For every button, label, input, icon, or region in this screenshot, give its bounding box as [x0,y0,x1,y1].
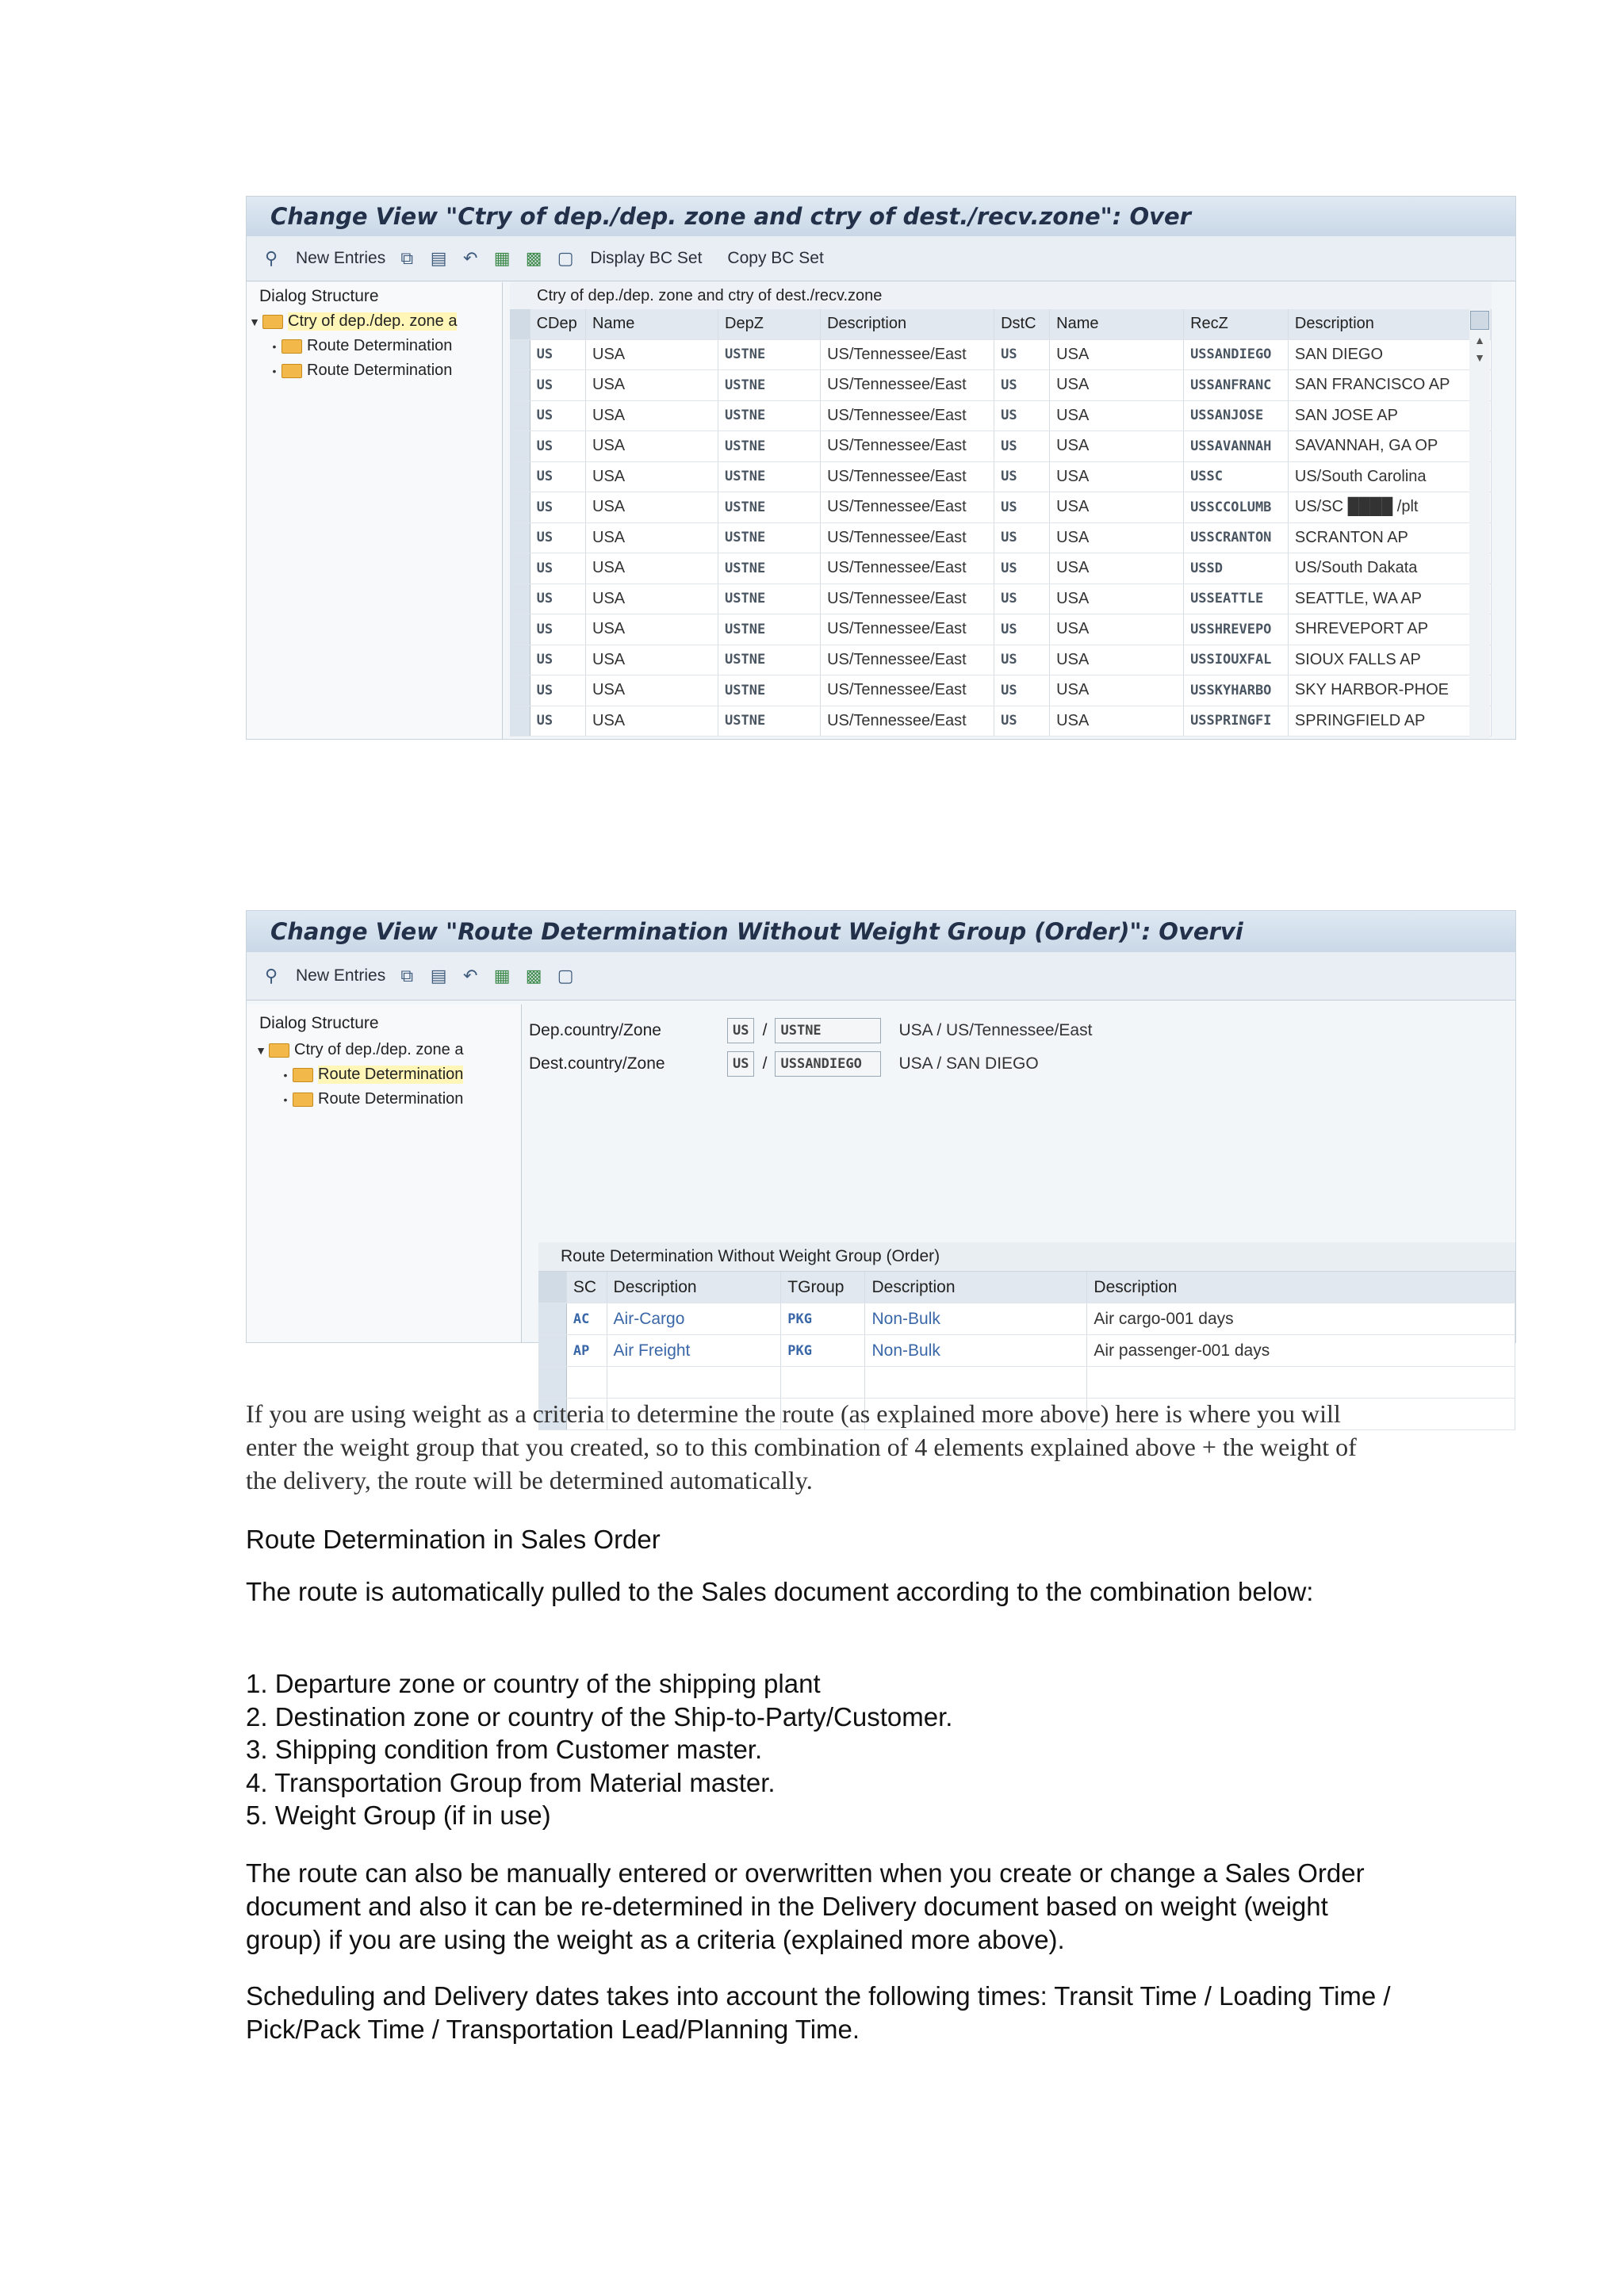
table-cell[interactable]: US/South Dakata [1288,553,1491,584]
section-heading: Route Determination in Sales Order [246,1525,661,1554]
new-entries-button[interactable]: New Entries [296,966,386,985]
table-cell[interactable]: SCRANTON AP [1288,522,1491,553]
intro-paragraph: The route is automatically pulled to the Sales document according to the combination below: [246,1577,1314,1606]
table-cell[interactable]: USTNE [718,522,821,553]
zones-table-panel [510,282,1492,739]
table-row[interactable] [510,706,1492,737]
table-cell[interactable]: US [530,706,585,737]
table-cell[interactable]: SAN DIEGO [1288,339,1491,370]
table-cell[interactable]: USA [1050,339,1184,370]
col-header[interactable]: RecZ [1184,309,1289,339]
table-caption: Ctry of dep./dep. zone and ctry of dest./recv.zone [510,282,1492,309]
table-row[interactable] [510,584,1492,614]
scheduling-paragraph: Scheduling and Delivery dates takes into account the following times: Transit Time / Loading Time / Pick/Pack Time / Transportation Lead/Planning Time. [246,1981,1391,2044]
tree-item-country-zone[interactable] [247,1038,521,1062]
table-cell[interactable]: US/Tennessee/East [821,461,994,492]
dialog-structure [247,282,503,739]
sap-window-country-zones [246,196,1516,740]
zones-table [510,309,1492,737]
table-cell[interactable]: USA [586,522,718,553]
route-description-cell[interactable]: Air cargo-001 days [1087,1303,1515,1335]
row-selector[interactable] [510,431,530,462]
table-caption: Route Determination Without Weight Group (Order) [538,1242,1515,1272]
table-cell[interactable]: US/Tennessee/East [821,431,994,462]
folder-open-icon [293,1068,313,1082]
tree-item-country-zone[interactable] [247,309,502,334]
tree-item-label: Route Determination [307,337,453,354]
bullet-icon: • [283,1093,288,1106]
tree-item-route-det-2[interactable] [247,1087,521,1112]
scroll-down-icon[interactable]: ▼ [1474,351,1485,364]
expand-triangle-icon[interactable]: ▼ [249,315,260,328]
col-header[interactable]: TGroup [781,1272,865,1303]
dialog-structure-header: Dialog Structure [259,287,379,305]
table-cell[interactable]: US [994,492,1050,523]
table-cell[interactable]: USTNE [718,553,821,584]
col-header[interactable]: Description [865,1272,1087,1303]
row-selector[interactable] [510,461,530,492]
tgroup-cell[interactable]: PKG [781,1303,865,1335]
table-cell[interactable]: SHREVEPORT AP [1288,614,1491,645]
list-item: 4. Transportation Group from Material master. [246,1767,776,1797]
table-cell[interactable]: USTNE [718,339,821,370]
table-cell[interactable]: USA [586,553,718,584]
slash-separator: / [762,1021,768,1039]
table-cell[interactable]: US/Tennessee/East [821,339,994,370]
tree-item-label: Route Determination [307,362,453,379]
folder-icon [282,339,302,354]
table-cell[interactable]: US [530,614,585,645]
dep-country-field[interactable]: US [727,1018,754,1043]
sap-window-route-determination [246,910,1516,1360]
table-cell[interactable]: USA [586,614,718,645]
table-cell[interactable]: USTNE [718,492,821,523]
table-cell[interactable]: US [530,370,585,401]
row-selector[interactable] [510,339,530,370]
new-entries-button[interactable]: New Entries [296,249,386,267]
table-cell[interactable]: USA [586,431,718,462]
toolbar [247,236,1515,281]
dep-label: Dep.country/Zone [529,1021,661,1039]
folder-icon [282,364,302,378]
table-cell[interactable]: USSHREVEPO [1184,614,1289,645]
table-cell[interactable]: SAVANNAH, GA OP [1288,431,1491,462]
sc-description-cell[interactable]: Air Freight [607,1335,781,1367]
scroll-up-icon[interactable]: ▲ [1474,334,1485,346]
dest-country-field[interactable]: US [727,1051,754,1077]
tgroup-description-cell[interactable]: Non-Bulk [865,1335,1087,1367]
col-header[interactable]: Name [1050,309,1184,339]
table-cell[interactable]: SAN FRANCISCO AP [1288,370,1491,401]
table-cell[interactable]: USSCRANTON [1184,522,1289,553]
table-cell[interactable]: US [994,461,1050,492]
tgroup-description-cell[interactable]: Non-Bulk [865,1303,1087,1335]
select-all-icon[interactable]: ▦ [493,248,511,268]
table-cell[interactable]: USTNE [718,584,821,614]
table-cell[interactable]: SKY HARBOR-PHOE [1288,675,1491,706]
vertical-scrollbar[interactable] [1469,309,1490,739]
row-selector[interactable] [510,645,530,675]
row-selector[interactable] [510,400,530,431]
table-cell[interactable]: USA [586,706,718,737]
table-cell[interactable]: US/Tennessee/East [821,400,994,431]
table-cell[interactable]: USA [1050,706,1184,737]
table-cell[interactable]: US [994,400,1050,431]
table-settings-icon[interactable] [1470,311,1489,330]
bullet-icon: • [272,339,277,353]
table-row[interactable] [510,339,1492,370]
col-header[interactable]: Name [586,309,718,339]
table-cell[interactable]: USSPRINGFI [1184,706,1289,737]
select-all-cell[interactable] [510,309,530,339]
manual-route-paragraph: The route can also be manually entered or overwritten when you create or change a Sales Order document and also it can be re-determined in the Delivery document based on weight (weight group) if you are using the weight as a criteria (explained more above). [246,1858,1365,1954]
table-cell[interactable]: USSANJOSE [1184,400,1289,431]
copy-icon[interactable]: ⧉ [400,248,414,268]
table-cell[interactable]: US [530,645,585,675]
table-cell[interactable]: USA [1050,553,1184,584]
table-cell[interactable]: US [530,584,585,614]
route-description-cell[interactable]: Air passenger-001 days [1087,1335,1515,1367]
table-cell[interactable]: US [994,645,1050,675]
table-cell[interactable]: SAN JOSE AP [1288,400,1491,431]
copy-icon[interactable]: ⧉ [400,966,414,985]
table-cell[interactable]: US [530,553,585,584]
bullet-icon: • [283,1068,288,1081]
table-cell[interactable]: USSC [1184,461,1289,492]
table-cell[interactable]: USA [586,461,718,492]
col-header[interactable]: Description [1288,309,1491,339]
table-row[interactable] [510,614,1492,645]
tree-item-label: Ctry of dep./dep. zone a [288,312,458,330]
table-cell[interactable]: US [530,461,585,492]
route-table-panel [538,1242,1515,1360]
row-selector[interactable] [510,370,530,401]
table-cell[interactable]: USSEATTLE [1184,584,1289,614]
col-header[interactable]: Description [607,1272,781,1303]
table-cell[interactable]: US/Tennessee/East [821,706,994,737]
table-cell[interactable]: USA [1050,461,1184,492]
sc-cell[interactable]: AC [566,1303,607,1335]
table-row[interactable] [510,400,1492,431]
deselect-icon[interactable]: ▢ [557,248,574,268]
col-header[interactable]: SC [566,1272,607,1303]
dest-description: USA / SAN DIEGO [898,1054,1039,1073]
table-cell[interactable]: US/Tennessee/East [821,614,994,645]
table-cell[interactable]: USA [1050,645,1184,675]
table-cell[interactable]: SEATTLE, WA AP [1288,584,1491,614]
row-selector[interactable] [510,614,530,645]
glasses-icon[interactable]: ⚲ [264,248,278,268]
table-cell[interactable]: US/Tennessee/East [821,675,994,706]
table-cell[interactable]: US [994,553,1050,584]
table-cell[interactable]: US/Tennessee/East [821,370,994,401]
table-cell[interactable]: USA [586,492,718,523]
table-cell[interactable]: US [530,400,585,431]
row-selector[interactable] [538,1367,566,1399]
table-cell[interactable]: US [994,431,1050,462]
tree-item-route-det-2[interactable] [247,358,502,383]
table-cell[interactable]: US [530,431,585,462]
table-cell[interactable]: USA [586,675,718,706]
table-cell[interactable]: US/Tennessee/East [821,492,994,523]
table-cell[interactable]: USSAVANNAH [1184,431,1289,462]
table-cell[interactable]: USSIOUXFAL [1184,645,1289,675]
table-cell[interactable]: US [994,339,1050,370]
row-selector[interactable] [510,553,530,584]
row-selector[interactable] [538,1335,566,1367]
empty-table-row[interactable] [538,1367,1515,1399]
table-cell[interactable]: USTNE [718,645,821,675]
col-header[interactable]: DepZ [718,309,821,339]
dest-zone-field[interactable]: USSANDIEGO [775,1051,881,1077]
table-cell[interactable]: USTNE [718,675,821,706]
row-selector[interactable] [510,584,530,614]
tree-item-label: Route Determination [318,1090,464,1108]
table-row[interactable] [538,1335,1515,1367]
table-row[interactable] [510,431,1492,462]
col-header[interactable]: Description [1087,1272,1515,1303]
dep-zone-field[interactable]: USTNE [775,1018,881,1043]
deselect-icon[interactable]: ▢ [557,966,574,985]
row-selector[interactable] [510,675,530,706]
table-cell[interactable]: US/South Carolina [1288,461,1491,492]
zone-form [529,1014,1092,1081]
destination-row [529,1047,1092,1081]
table-cell[interactable]: USA [1050,675,1184,706]
col-header[interactable]: DstC [994,309,1050,339]
tree-item-route-det-1[interactable] [247,334,502,358]
table-cell[interactable]: US [530,522,585,553]
table-cell[interactable]: USA [586,645,718,675]
table-cell[interactable]: US/Tennessee/East [821,645,994,675]
table-cell[interactable]: US/SC ████ /plt [1288,492,1491,523]
list-item: 1. Departure zone or country of the shipping plant [246,1669,821,1698]
table-cell[interactable]: USA [1050,492,1184,523]
list-item: 3. Shipping condition from Customer master. [246,1735,763,1764]
table-cell[interactable]: USA [586,370,718,401]
table-cell[interactable]: USA [586,339,718,370]
select-all-cell[interactable] [538,1272,566,1303]
table-cell[interactable]: USA [586,584,718,614]
table-cell[interactable]: US [994,522,1050,553]
table-cell[interactable]: USSANDIEGO [1184,339,1289,370]
select-block-icon[interactable]: ▩ [525,966,542,985]
display-bc-set-button[interactable]: Display BC Set [590,249,703,267]
table-row[interactable] [538,1303,1515,1335]
select-all-icon[interactable]: ▦ [493,966,511,985]
table-row[interactable] [510,492,1492,523]
tree-item-label: Route Determination [318,1066,464,1083]
table-cell[interactable]: USTNE [718,461,821,492]
table-cell[interactable]: USSCCOLUMB [1184,492,1289,523]
sc-description-cell[interactable]: Air-Cargo [607,1303,781,1335]
table-cell[interactable]: US [994,675,1050,706]
undo-icon[interactable]: ↶ [462,966,478,985]
glasses-icon[interactable]: ⚲ [264,966,278,985]
table-row[interactable] [510,370,1492,401]
tree-item-route-det-1[interactable] [247,1062,521,1087]
row-selector[interactable] [510,522,530,553]
table-row[interactable] [510,645,1492,675]
window-title: Change View "Route Determination Without Weight Group (Order)": Overvi [247,911,1515,952]
dialog-structure-header: Dialog Structure [259,1014,379,1032]
table-cell[interactable]: USA [1050,431,1184,462]
tree-item-label: Ctry of dep./dep. zone a [294,1041,464,1058]
sc-cell[interactable]: AP [566,1335,607,1367]
table-cell[interactable]: US [530,675,585,706]
table-cell[interactable]: US [994,584,1050,614]
table-cell[interactable]: USA [1050,614,1184,645]
dest-label: Dest.country/Zone [529,1054,665,1073]
table-cell[interactable]: USA [1050,584,1184,614]
toolbar [247,952,1515,1001]
table-cell[interactable]: USA [1050,370,1184,401]
table-cell[interactable]: US [994,370,1050,401]
table-cell[interactable]: USTNE [718,400,821,431]
row-selector[interactable] [510,492,530,523]
bullet-icon: • [272,364,277,377]
copy-bc-set-button[interactable]: Copy BC Set [727,249,824,267]
departure-row [529,1014,1092,1047]
table-cell[interactable]: USSKYHARBO [1184,675,1289,706]
table-cell[interactable]: USSD [1184,553,1289,584]
table-cell[interactable]: SPRINGFIELD AP [1288,706,1491,737]
table-row[interactable] [510,675,1492,706]
window-title: Change View "Ctry of dep./dep. zone and ctry of dest./recv.zone": Over [247,197,1515,236]
dialog-structure [247,1004,522,1342]
table-cell[interactable]: USA [1050,522,1184,553]
folder-open-icon [262,315,283,329]
select-block-icon[interactable]: ▩ [525,248,542,268]
col-header[interactable]: CDep [530,309,585,339]
undo-icon[interactable]: ↶ [462,248,478,268]
table-cell[interactable]: USTNE [718,370,821,401]
table-cell[interactable]: SIOUX FALLS AP [1288,645,1491,675]
table-cell[interactable]: USTNE [718,614,821,645]
table-cell[interactable]: US/Tennessee/East [821,522,994,553]
table-cell[interactable]: USSANFRANC [1184,370,1289,401]
table-cell[interactable]: US [994,706,1050,737]
row-selector[interactable] [538,1303,566,1335]
table-row[interactable] [510,553,1492,584]
weight-group-paragraph: If you are using weight as a criteria to determine the route (as explained more above) here is where you will enter the weight group that you created, so to this combination of 4 elements explained above + the weight of the delivery, the route will be determined automatically. [246,1399,1357,1494]
criteria-list [246,1667,952,1832]
table-cell[interactable]: US/Tennessee/East [821,553,994,584]
table-cell[interactable]: US/Tennessee/East [821,584,994,614]
delete-icon[interactable]: ▤ [430,966,447,985]
delete-icon[interactable]: ▤ [430,248,447,268]
list-item: 2. Destination zone or country of the Ship-to-Party/Customer. [246,1701,953,1732]
table-cell[interactable]: USA [586,400,718,431]
slash-separator: / [762,1054,768,1073]
col-header[interactable]: Description [821,309,994,339]
table-cell[interactable]: USTNE [718,431,821,462]
table-cell[interactable]: US [530,339,585,370]
row-selector[interactable] [510,706,530,737]
folder-icon [269,1043,289,1058]
list-item: 5. Weight Group (if in use) [246,1800,551,1830]
folder-icon [293,1093,313,1107]
table-row[interactable] [510,461,1492,492]
table-cell[interactable]: USA [1050,400,1184,431]
dep-description: USA / US/Tennessee/East [898,1021,1093,1039]
table-cell[interactable]: US [530,492,585,523]
expand-triangle-icon[interactable]: ▼ [255,1043,266,1057]
tgroup-cell[interactable]: PKG [781,1335,865,1367]
table-row[interactable] [510,522,1492,553]
table-cell[interactable]: US [994,614,1050,645]
table-cell[interactable]: USTNE [718,706,821,737]
